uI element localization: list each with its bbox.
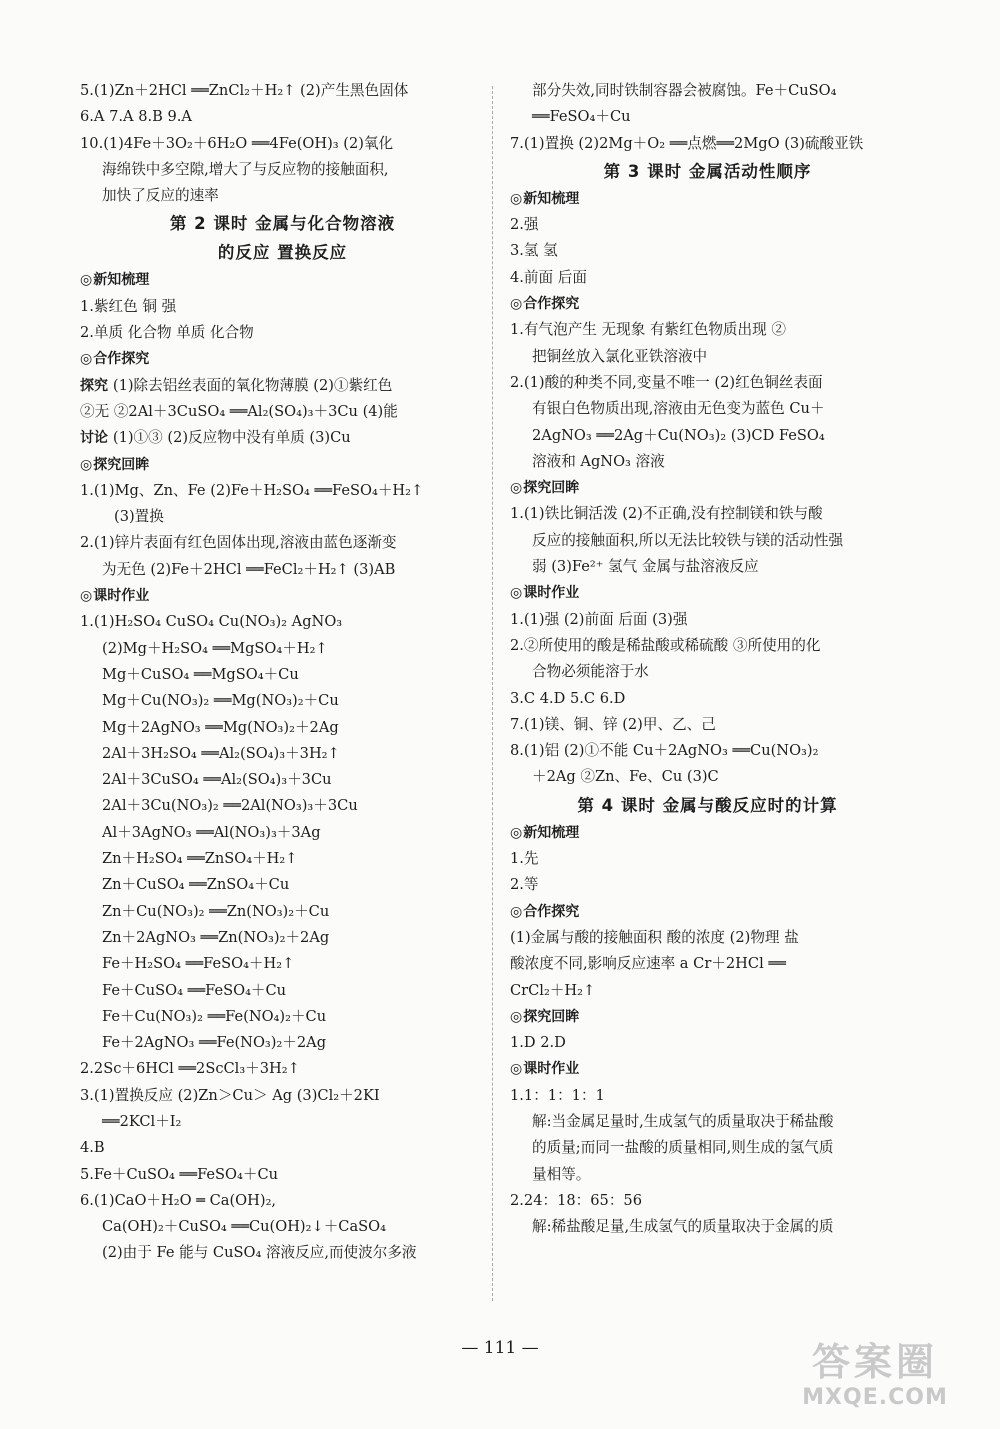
left-column	[80, 78, 485, 1267]
answer-line: 加快了反应的速率	[102, 187, 219, 205]
answer-line: ══2KCl＋I₂	[102, 1112, 182, 1130]
answer-line	[80, 373, 485, 399]
answer-line: 3.氢 氢	[510, 242, 558, 260]
answer-line: 5.(1)Zn＋2HCl ══ZnCl₂＋H₂↑ (2)产生黑色固体	[80, 82, 409, 99]
answer-line: (1)金属与酸的接触面积 酸的浓度 (2)物理 盐	[510, 928, 799, 946]
answer-line: 2.(1)酸的种类不同,变量不唯一 (2)红色铜丝表面	[510, 373, 823, 391]
watermark-logo	[780, 1340, 970, 1420]
answer-line: 酸浓度不同,影响反应速率 a Cr＋2HCl ══	[510, 955, 786, 973]
answer-line: 1.1：1：1：1	[510, 1086, 605, 1104]
answer-line: 5.Fe＋CuSO₄ ══FeSO₄＋Cu	[80, 1165, 279, 1183]
subsection-title: ◎ 探究回眸	[510, 475, 905, 501]
answer-line: ══FeSO₄＋Cu	[532, 108, 631, 126]
answer-line: 弱 (3)Fe²⁺ 氢气 金属与盐溶液反应	[532, 558, 759, 576]
subsection-title: ◎ 课时作业	[80, 583, 485, 609]
answer-line: 2.等	[510, 876, 539, 894]
answer-line: 为无色 (2)Fe＋2HCl ══FeCl₂＋H₂↑ (3)AB	[102, 560, 396, 578]
subsection-title: ◎ 探究回眸	[80, 452, 485, 478]
subsection-title: ◎ 合作探究	[80, 346, 485, 372]
answer-line: 2.强	[510, 216, 539, 234]
answer-line: 1.先	[510, 850, 539, 868]
answer-line: Mg＋CuSO₄ ══MgSO₄＋Cu	[102, 665, 299, 683]
answer-line: Mg＋Cu(NO₃)₂ ══Mg(NO₃)₂＋Cu	[102, 692, 339, 710]
answer-line: 3.(1)置换反应 (2)Zn＞Cu＞ Ag (3)Cl₂＋2KI	[80, 1086, 380, 1104]
answer-line: 溶液和 AgNO₃ 溶液	[532, 452, 665, 470]
answer-line: CrCl₂＋H₂↑	[510, 981, 596, 999]
answer-line: 1.紫红色 铜 强	[80, 297, 177, 315]
answer-line: (3)置换	[114, 508, 164, 526]
answer-line: 解:稀盐酸足量,生成氢气的质量取决于金属的质	[532, 1218, 834, 1236]
answer-line: 2.单质 化合物 单质 化合物	[80, 324, 254, 342]
column-divider	[492, 86, 493, 1301]
answer-line: 1.D 2.D	[510, 1034, 566, 1052]
answer-line: Fe＋2AgNO₃ ══Fe(NO₃)₂＋2Ag	[102, 1034, 327, 1052]
subsection-title: ◎ 课时作业	[510, 580, 905, 606]
answer-line: 2Al＋3Cu(NO₃)₂ ══2Al(NO₃)₃＋3Cu	[102, 797, 358, 815]
section-heading: 第 2 课时 金属与化合物溶液	[169, 214, 396, 234]
answer-line	[80, 425, 485, 451]
answer-line: 2Al＋3H₂SO₄ ══Al₂(SO₄)₃＋3H₂↑	[102, 744, 340, 762]
answer-line: Fe＋Cu(NO₃)₂ ══Fe(NO₄)₂＋Cu	[102, 1007, 327, 1025]
section-heading: 第 4 课时 金属与酸反应时的计算	[577, 795, 838, 815]
subsection-title: ◎ 合作探究	[510, 899, 905, 925]
answer-line: Al＋3AgNO₃ ══Al(NO₃)₃＋3Ag	[102, 823, 321, 841]
subsection-title: ◎ 探究回眸	[510, 1004, 905, 1030]
answer-line: 2AgNO₃ ══2Ag＋Cu(NO₃)₂ (3)CD FeSO₄	[532, 426, 825, 444]
answer-line: 8.(1)铝 (2)①不能 Cu＋2AgNO₃ ══Cu(NO₃)₂	[510, 742, 819, 760]
answer-line: 2Al＋3CuSO₄ ══Al₂(SO₄)₃＋3Cu	[102, 771, 332, 789]
section-heading: 的反应 置换反应	[217, 243, 348, 263]
subsection-title: ◎ 新知梳理	[80, 267, 485, 293]
answer-line: 1.(1)H₂SO₄ CuSO₄ Cu(NO₃)₂ AgNO₃	[80, 613, 343, 631]
answer-label: 探究	[80, 377, 113, 394]
right-column	[510, 78, 905, 1240]
answer-line: 有银白色物质出现,溶液由无色变为蓝色 Cu＋	[532, 400, 825, 418]
answer-line: 部分失效,同时铁制容器会被腐蚀。Fe＋CuSO₄	[532, 82, 837, 99]
answer-line: 1.有气泡产生 无现象 有紫红色物质出现 ②	[510, 321, 786, 339]
subsection-title: ◎ 新知梳理	[510, 820, 905, 846]
answer-line: 4.前面 后面	[510, 268, 587, 286]
answer-line: Zn＋2AgNO₃ ══Zn(NO₃)₂＋2Ag	[102, 928, 330, 946]
answer-line: (2)Mg＋H₂SO₄ ══MgSO₄＋H₂↑	[102, 639, 328, 657]
answer-line: 2.24：18：65：56	[510, 1191, 642, 1209]
answer-line: 4.B	[80, 1139, 105, 1157]
answer-line: 2.2Sc＋6HCl ══2ScCl₃＋3H₂↑	[80, 1060, 300, 1078]
answer-line: Zn＋Cu(NO₃)₂ ══Zn(NO₃)₂＋Cu	[102, 902, 330, 920]
answer-line: Fe＋H₂SO₄ ══FeSO₄＋H₂↑	[102, 955, 295, 973]
answer-line: 2.(1)锌片表面有红色固体出现,溶液由蓝色逐渐变	[80, 534, 397, 552]
answer-line: 3.C 4.D 5.C 6.D	[510, 689, 626, 707]
answer-line: Ca(OH)₂＋CuSO₄ ══Cu(OH)₂↓＋CaSO₄	[102, 1218, 386, 1236]
subsection-title: ◎ 合作探究	[510, 291, 905, 317]
answer-line: 2.②所使用的酸是稀盐酸或稀硫酸 ③所使用的化	[510, 636, 821, 654]
answer-line: 1.(1)强 (2)前面 后面 (3)强	[510, 610, 688, 628]
answer-line: 海绵铁中多空隙,增大了与反应物的接触面积,	[102, 160, 389, 178]
answer-line: (2)由于 Fe 能与 CuSO₄ 溶液反应,而使波尔多液	[102, 1244, 417, 1262]
answer-line: 反应的接触面积,所以无法比较铁与镁的活动性强	[532, 531, 844, 549]
answer-line: 把铜丝放入氯化亚铁溶液中	[532, 347, 708, 365]
watermark-mark: 答案圈	[811, 1340, 938, 1384]
answer-line: 量相等。	[532, 1165, 591, 1183]
answer-label: 讨论	[80, 430, 113, 447]
watermark-site: MXQE.COM	[802, 1385, 948, 1410]
answer-line: Zn＋CuSO₄ ══ZnSO₄＋Cu	[102, 876, 290, 894]
answer-line: 7.(1)镁、铜、锌 (2)甲、乙、己	[510, 715, 716, 733]
subsection-title: ◎ 新知梳理	[510, 186, 905, 212]
answer-line: 6.(1)CaO＋H₂O ═ Ca(OH)₂,	[80, 1191, 277, 1209]
answer-line: ＋2Ag ②Zn、Fe、Cu (3)C	[532, 768, 719, 786]
answer-line: 6.A 7.A 8.B 9.A	[80, 108, 192, 126]
answer-line: 解:当金属足量时,生成氢气的质量取决于稀盐酸	[532, 1112, 834, 1130]
section-heading: 第 3 课时 金属活动性顺序	[603, 161, 812, 181]
answer-line: ②无 ②2Al＋3CuSO₄ ══Al₂(SO₄)₃＋3Cu (4)能	[80, 402, 398, 420]
answer-line: Mg＋2AgNO₃ ══Mg(NO₃)₂＋2Ag	[102, 718, 339, 736]
subsection-title: ◎ 课时作业	[510, 1056, 905, 1082]
answer-line: Fe＋CuSO₄ ══FeSO₄＋Cu	[102, 981, 287, 999]
page-number: — 111 —	[461, 1338, 539, 1358]
answer-line: 1.(1)铁比铜活泼 (2)不正确,没有控制镁和铁与酸	[510, 505, 823, 523]
answer-line: 合物必须能溶于水	[532, 663, 649, 681]
answer-line: 10.(1)4Fe＋3O₂＋6H₂O ══4Fe(OH)₃ (2)氧化	[80, 134, 394, 152]
answer-line: 1.(1)Mg、Zn、Fe (2)Fe＋H₂SO₄ ══FeSO₄＋H₂↑	[80, 481, 424, 499]
answer-line: Zn＋H₂SO₄ ══ZnSO₄＋H₂↑	[102, 850, 298, 868]
answer-line: 7.(1)置换 (2)2Mg＋O₂ ══点燃══2MgO (3)硫酸亚铁	[510, 134, 864, 152]
answer-line: 的质量;而同一盐酸的质量相同,则生成的氢气质	[532, 1139, 834, 1157]
answer-text: (1)①③ (2)反应物中没有单质 (3)Cu	[112, 429, 351, 447]
answer-text: (1)除去铝丝表面的氧化物薄膜 (2)①紫红色	[112, 376, 393, 394]
